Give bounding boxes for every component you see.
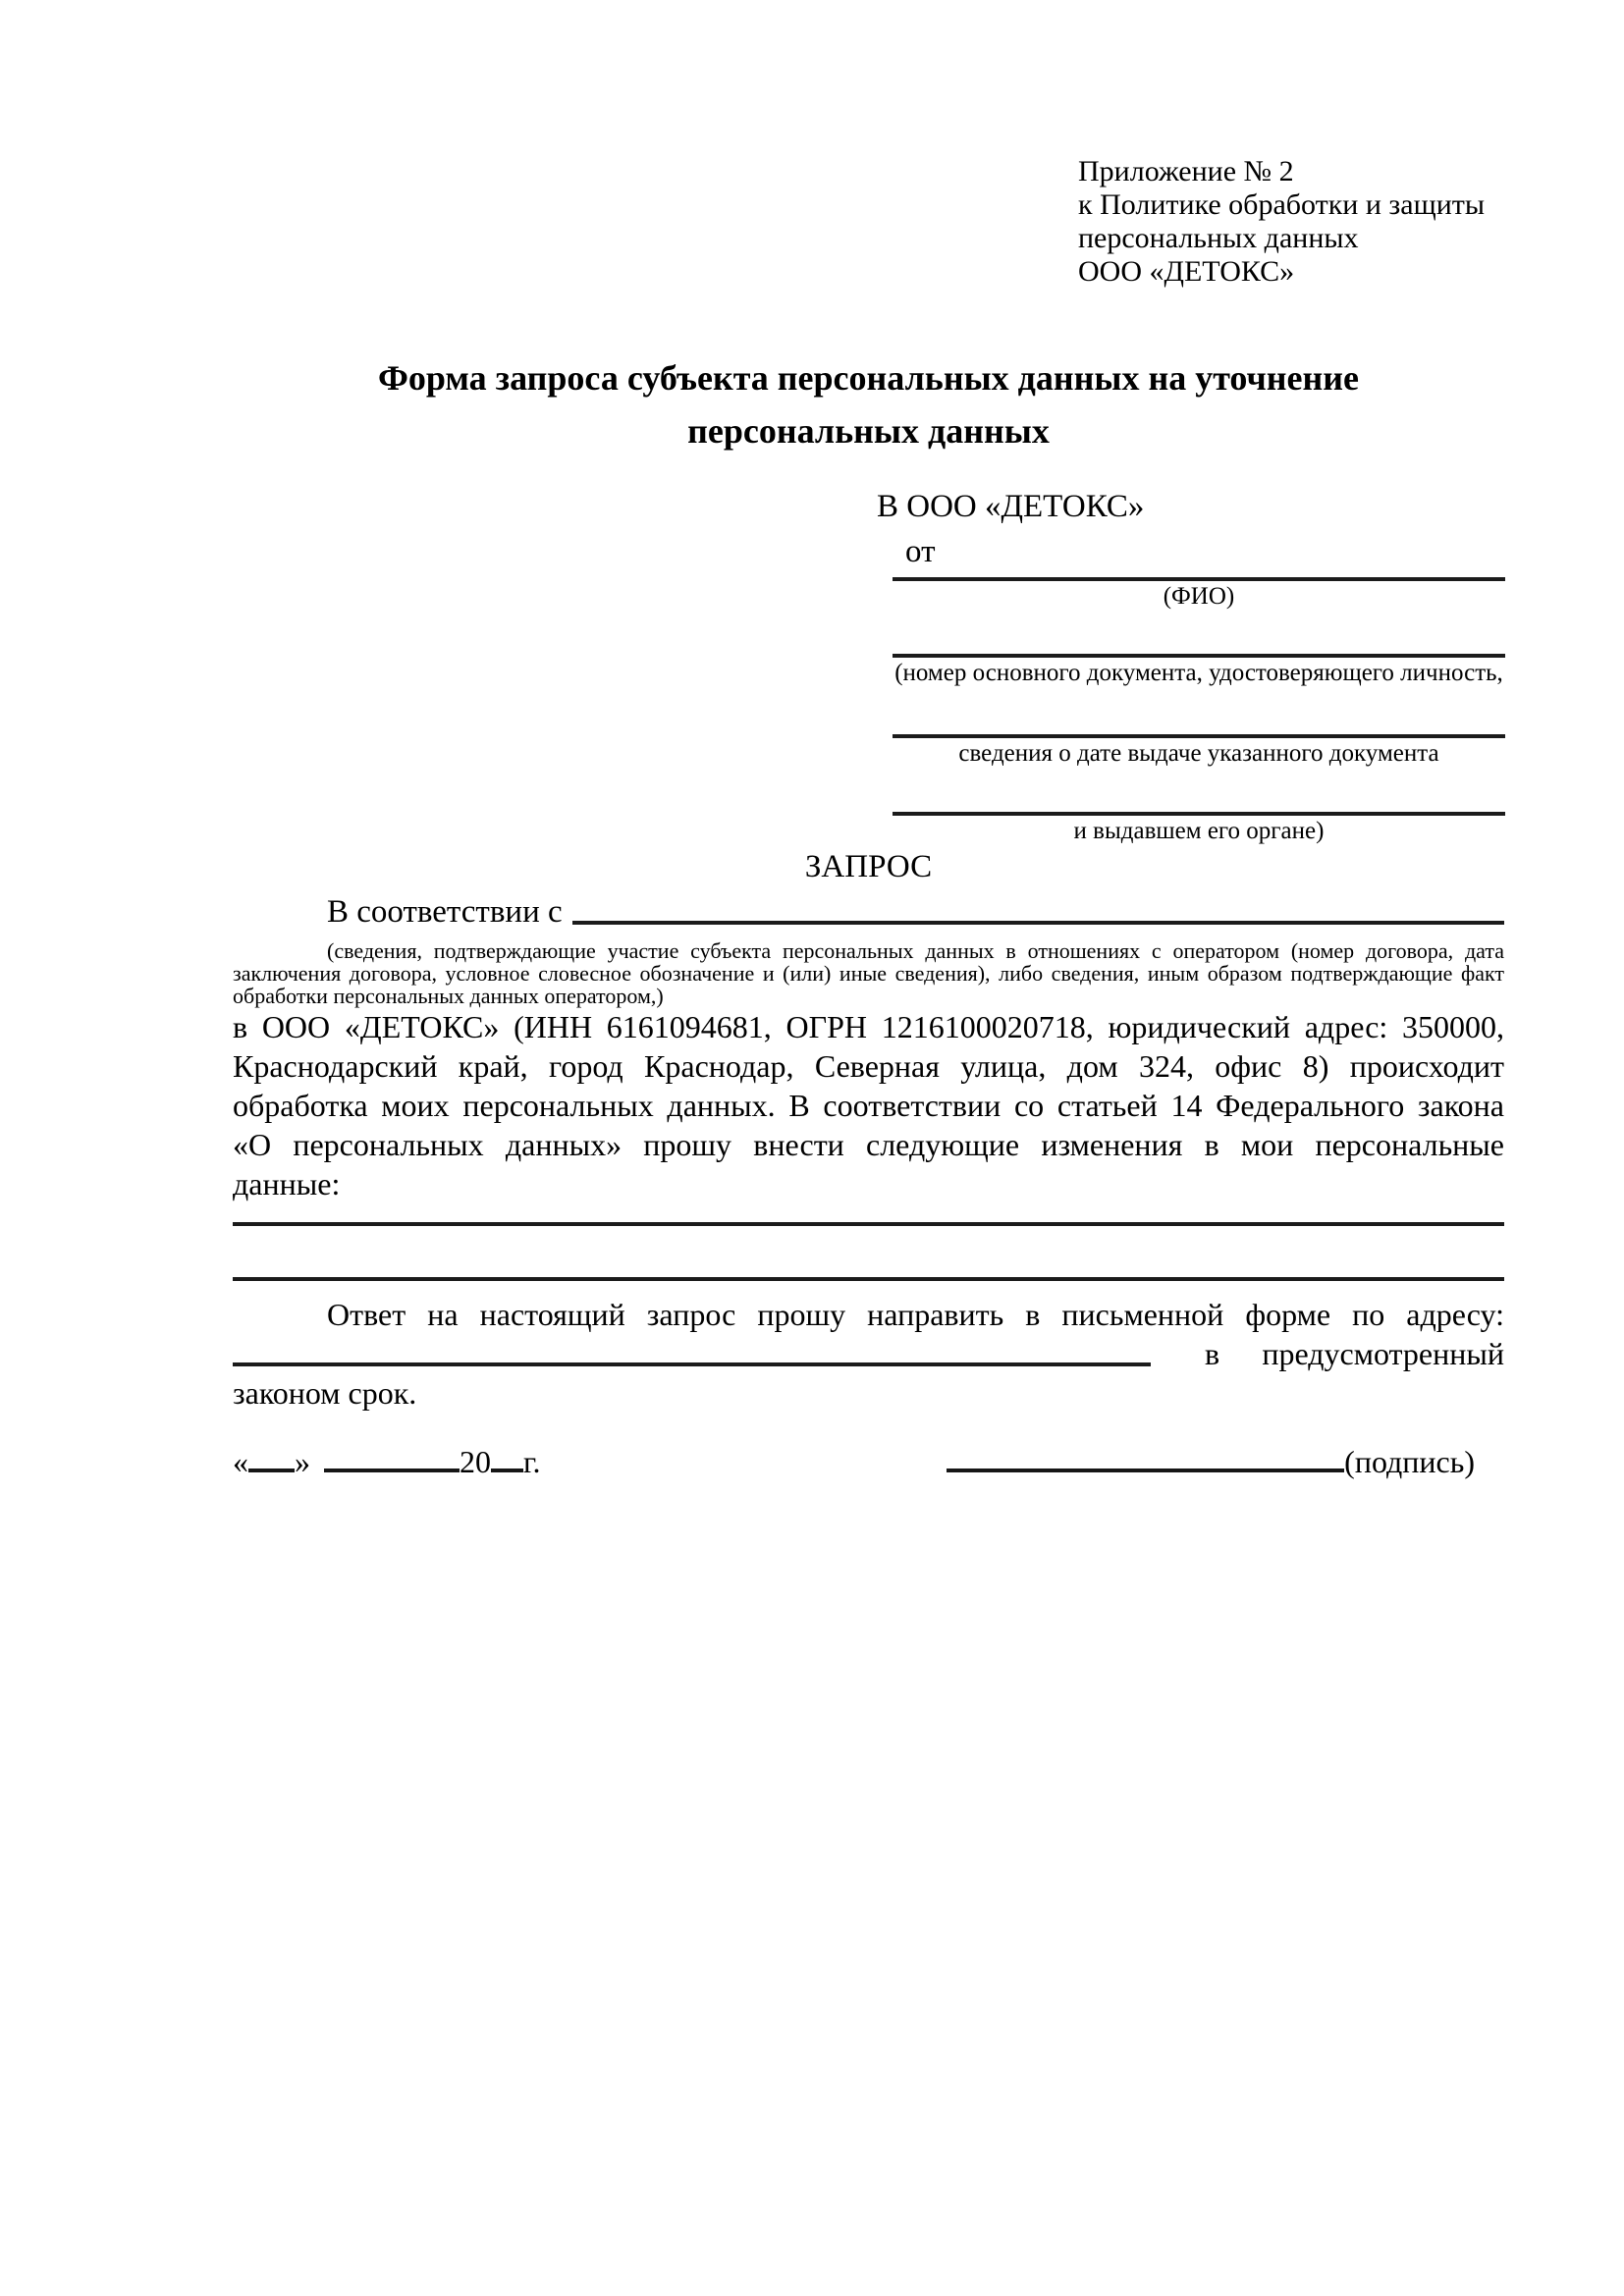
changes-blank-line-1 (233, 1222, 1504, 1226)
answer-word: в (1205, 1336, 1220, 1371)
body-line: «О персональных данных» прошу внести следующие изменения в мои персональные (233, 1127, 1504, 1162)
note-line: обработки персональных данных оператором,) (233, 984, 664, 1008)
addressee-organization: В ООО «ДЕТОКС» (877, 489, 1145, 524)
issue-date-blank-line (893, 734, 1505, 738)
signature-blank-line (947, 1468, 1344, 1472)
date-signature-row (233, 1442, 1504, 1481)
answer-paragraph (233, 1295, 1504, 1413)
changes-blank-line-2 (233, 1277, 1504, 1281)
body-line: Краснодарский край, город Краснодар, Северная улица, дом 324, офис 8) происходит (233, 1048, 1504, 1084)
document-number-blank-line (893, 654, 1505, 658)
year-suffix: г. (523, 1444, 541, 1479)
note-line: заключения договора, условное словесное обозначение и (или) иные сведения), либо сведения, иным образом подтверждающие факт (233, 961, 1504, 986)
note-line: (сведения, подтверждающие участие субъекта персональных данных в отношениях с оператором (номер договора, дата (327, 938, 1504, 963)
request-heading: ЗАПРОС (804, 849, 933, 884)
year-prefix: 20 (460, 1444, 491, 1479)
date-field (233, 1442, 541, 1481)
answer-address-row (233, 1334, 1504, 1373)
year-blank-line (491, 1468, 523, 1472)
document-number-caption: (номер основного документа, удостоверяющего личность, (894, 660, 1503, 686)
signature-field (947, 1442, 1475, 1481)
body-line: обработка моих персональных данных. В соответствии со статьей 14 Федерального закона (233, 1088, 1504, 1123)
day-blank-line (248, 1468, 295, 1472)
appendix-line: к Политике обработки и защиты (1078, 188, 1486, 221)
quote-open: « (233, 1444, 248, 1479)
explanatory-note (233, 939, 1504, 1007)
field-document-number (893, 654, 1505, 687)
request-body-paragraph (233, 1007, 1504, 1203)
field-fio (893, 577, 1505, 611)
issue-date-caption: сведения о дате выдаче указанного документа (958, 740, 1439, 767)
identity-fields (893, 577, 1505, 845)
fio-caption: (ФИО) (1163, 583, 1235, 610)
body-line: в ООО «ДЕТОКС» (ИНН 6161094681, ОГРН 1216100020718, юридический адрес: 350000, (233, 1009, 1504, 1044)
answer-line: Ответ на настоящий запрос прошу направить в письменной форме по адресу: (327, 1297, 1504, 1332)
issuing-authority-blank-line (893, 812, 1505, 816)
addressee-from-label: от (905, 534, 936, 569)
appendix-header (1078, 155, 1504, 289)
answer-line: законом срок. (233, 1375, 417, 1411)
accordance-blank-line (572, 921, 1504, 925)
issuing-authority-caption: и выдавшем его органе) (1073, 818, 1325, 844)
appendix-line: ООО «ДЕТОКС» (1078, 255, 1295, 288)
quote-close: » (295, 1444, 310, 1479)
body-line: данные: (233, 1166, 341, 1201)
accordance-row (233, 892, 1504, 932)
page-title-line: персональных данных (687, 411, 1050, 451)
accordance-prefix: В соответствии с (327, 894, 563, 930)
field-issue-date (893, 734, 1505, 768)
field-issuing-authority (893, 812, 1505, 845)
answer-word: предусмотренный (1262, 1336, 1504, 1371)
address-blank-line (233, 1362, 1151, 1366)
page-title-line: Форма запроса субъекта персональных данных на уточнение (378, 358, 1359, 398)
appendix-line: персональных данных (1078, 222, 1359, 254)
appendix-line: Приложение № 2 (1078, 155, 1294, 187)
month-blank-line (324, 1468, 460, 1472)
page-title (233, 351, 1504, 457)
fio-blank-line (893, 577, 1505, 581)
signature-caption: (подпись) (1344, 1444, 1475, 1479)
